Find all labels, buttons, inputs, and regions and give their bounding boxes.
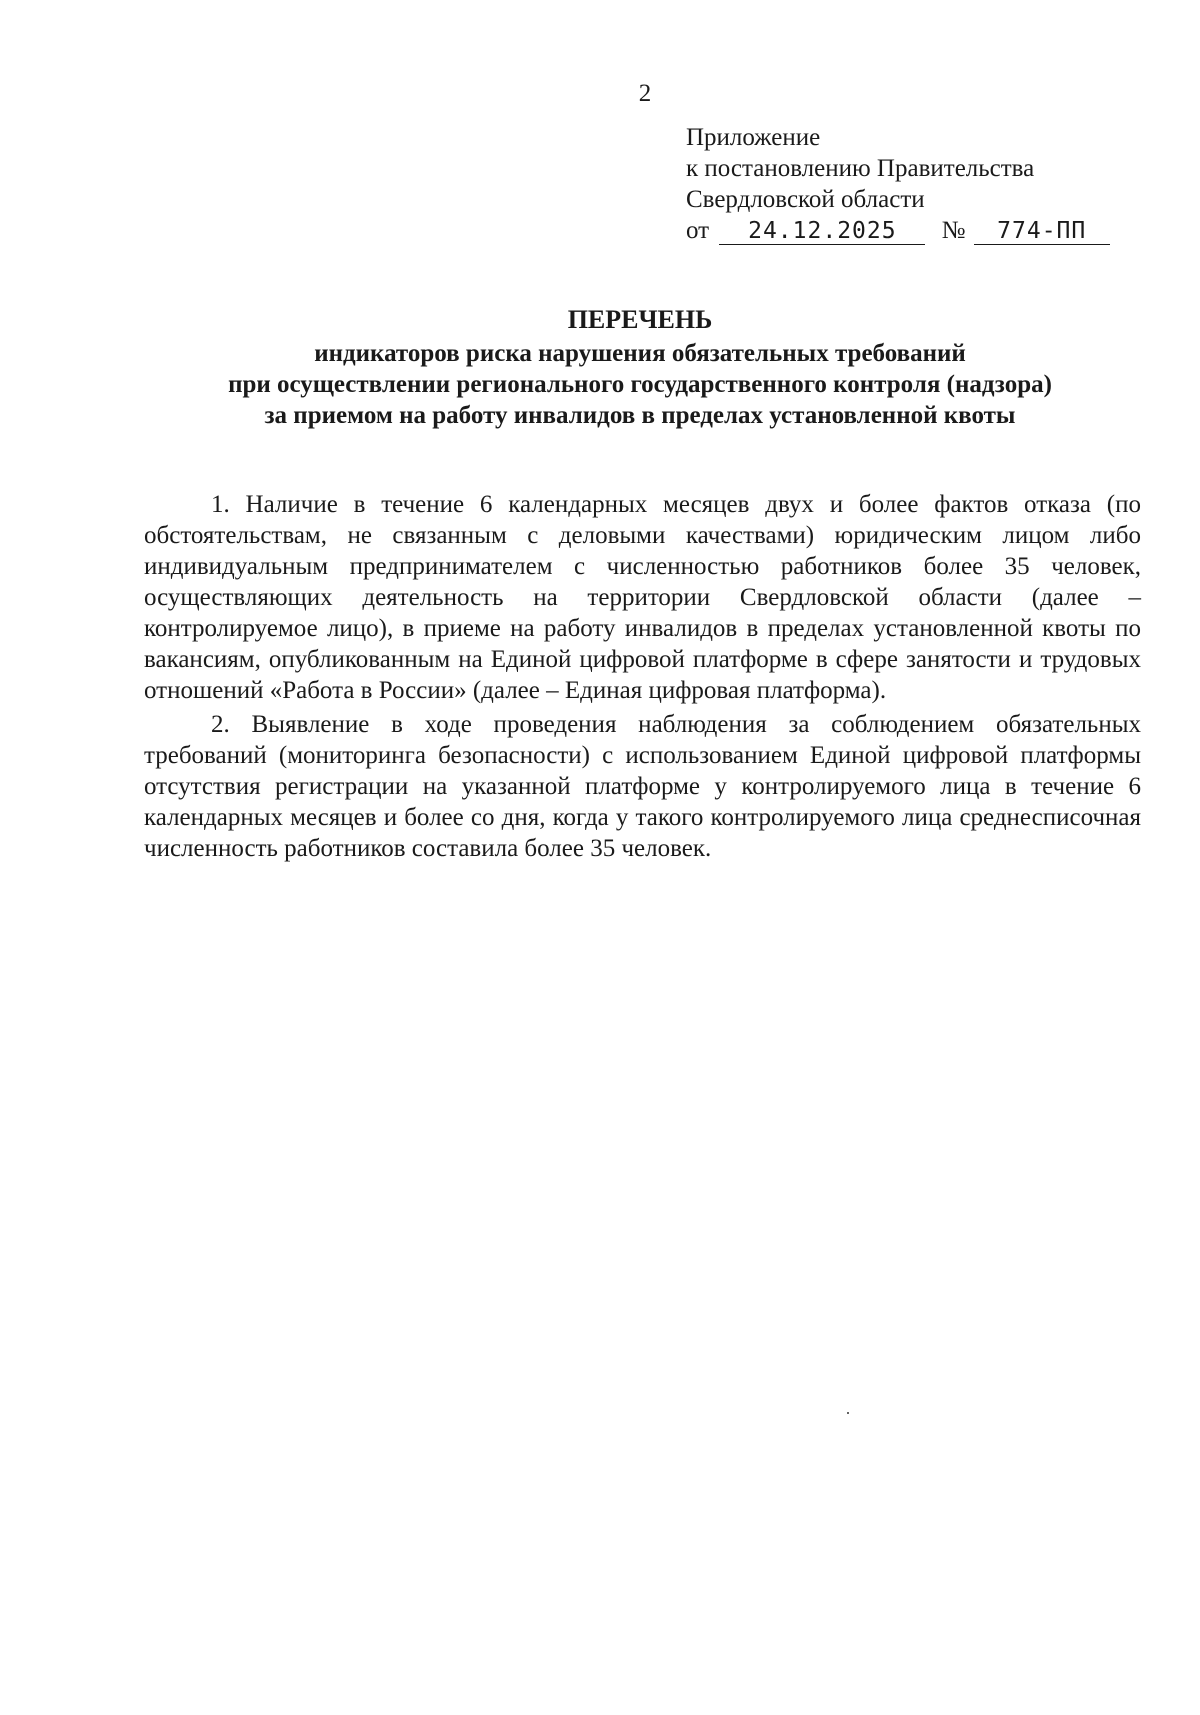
resolution-number: 774-ПП bbox=[974, 218, 1110, 245]
title-heading: ПЕРЕЧЕНЬ bbox=[567, 305, 713, 334]
appendix-date-line bbox=[686, 215, 1110, 246]
list-item: 2. Выявление в ходе проведения наблюдения за соблюдением обязательных требований (мониторинга безопасности) с использованием Единой цифровой платформы отсутствия регистрации на указанной платформе у контролируемого лица в течение 6 календарных месяцев и более со дня, когда у такого контролируемого лица среднесписочная численность работников составила более 35 человек. bbox=[144, 711, 1141, 862]
appendix-label: Приложение bbox=[686, 124, 821, 151]
appendix-block bbox=[686, 122, 1110, 246]
resolution-date: 24.12.2025 bbox=[719, 218, 925, 245]
date-prefix: от bbox=[686, 217, 710, 244]
title-line-3: за приемом на работу инвалидов в пределах установленной квоты bbox=[264, 402, 1016, 429]
scan-dot bbox=[847, 1412, 849, 1414]
number-prefix: № bbox=[941, 217, 966, 244]
list-item: 1. Наличие в течение 6 календарных месяцев двух и более фактов отказа (по обстоятельствам, не связанным с деловыми качествами) юридическим лицом либо индивидуальным предпринимателем с численностью работников более 35 человек, осуществляющих деятельность на территории Свердловской области (далее – контролируемое лицо), в приеме на работу инвалидов в пределах установленной квоты по вакансиям, опубликованным на Единой цифровой платформе в сфере занятости и трудовых отношений «Работа в России» (далее – Единая цифровая платформа). bbox=[144, 491, 1141, 704]
document-body bbox=[144, 489, 1141, 867]
appendix-resolution: к постановлению Правительства bbox=[686, 155, 1035, 182]
title-line-1: индикаторов риска нарушения обязательных требований bbox=[314, 340, 966, 367]
page-number: 2 bbox=[638, 80, 652, 107]
appendix-region: Свердловской области bbox=[686, 186, 925, 213]
title-line-2: при осуществлении регионального государственного контроля (надзора) bbox=[228, 371, 1052, 398]
document-title bbox=[140, 304, 1140, 431]
